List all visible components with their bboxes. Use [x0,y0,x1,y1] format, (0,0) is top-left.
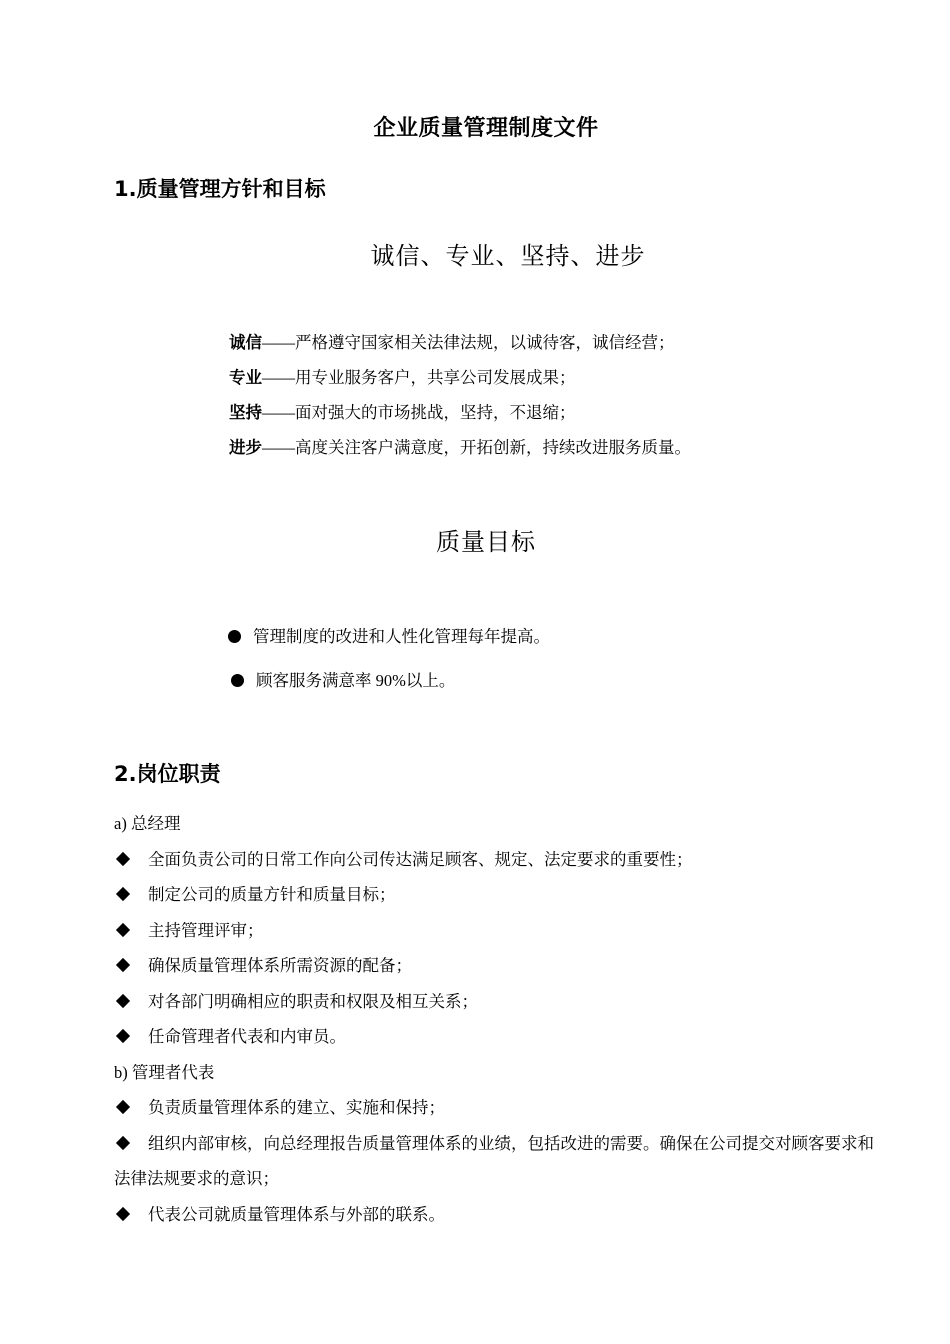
duty-item [114,842,874,878]
motto-term: 专业 [229,368,262,387]
motto-text: 面对强大的市场挑战，坚持，不退缩； [295,403,576,422]
diamond-bullet-icon [116,958,130,972]
bullet-dot-icon [231,674,244,687]
motto-text: 高度关注客户满意度，开拓创新，持续改进服务质量。 [295,438,691,457]
motto-dash: —— [262,333,295,352]
diamond-bullet-icon [116,851,130,865]
duty-text: 代表公司就质量管理体系与外部的联系。 [148,1204,445,1224]
motto-dash: —— [262,438,295,457]
bullet-dot-icon [228,630,241,643]
diamond-bullet-icon [116,1100,130,1114]
motto-item [229,430,691,465]
motto-term: 坚持 [229,403,262,422]
section-1-heading: 1.质量管理方针和目标 [114,177,326,201]
motto-list [229,325,691,465]
duty-item [114,1019,874,1055]
duty-item [114,877,874,913]
duty-text: 制定公司的质量方针和质量目标； [148,885,396,904]
duty-text: 全面负责公司的日常工作向公司传达满足顾客、规定、法定要求的重要性； [148,849,693,869]
duty-item [114,1126,874,1197]
duty-text: 负责质量管理体系的建立、实施和保持； [148,1098,445,1117]
goal-text: 管理制度的改进和人性化管理每年提高。 [253,627,550,646]
diamond-bullet-icon [116,1029,130,1043]
motto-item [229,360,691,395]
diamond-bullet-icon [116,887,130,901]
motto-text: 用专业服务客户，共享公司发展成果； [295,368,576,387]
duty-item [114,984,874,1020]
diamond-bullet-icon [116,993,130,1007]
duty-item [114,1197,874,1233]
motto-dash: —— [262,368,295,387]
duty-text: 任命管理者代表和内审员。 [148,1027,346,1046]
goal-item [231,667,455,691]
role-label: a) 总经理 [114,814,181,833]
goal-item [228,623,550,647]
diamond-bullet-icon [116,1135,130,1149]
duty-item [114,948,874,984]
diamond-bullet-icon [116,922,130,936]
section-2-heading: 2.岗位职责 [114,762,221,786]
duty-text: 确保质量管理体系所需资源的配备； [148,956,412,975]
duty-text: 组织内部审核，向总经理报告质量管理体系的业绩，包括改进的需要。确保在公司提交对顾客要求和法律法规要求的意识； [114,1133,874,1188]
motto-term: 进步 [229,438,262,457]
motto-item [229,325,691,360]
duty-item [114,1090,874,1126]
role-label: b) 管理者代表 [114,1062,215,1082]
motto-item [229,395,691,430]
motto-dash: —— [262,403,295,422]
goal-text: 顾客服务满意率 90%以上。 [256,671,456,690]
document-title: 企业质量管理制度文件 [373,116,599,141]
motto-text: 严格遵守国家相关法律法规，以诚待客，诚信经营； [295,333,675,352]
job-duties [114,806,874,1232]
motto-term: 诚信 [229,333,262,352]
quality-goals-heading: 质量目标 [436,528,536,556]
duty-item [114,913,874,949]
quality-policy-slogan: 诚信、专业、坚持、进步 [370,242,646,270]
diamond-bullet-icon [116,1206,130,1220]
duty-text: 主持管理评审； [148,920,264,940]
duty-text: 对各部门明确相应的职责和权限及相互关系； [148,991,478,1011]
